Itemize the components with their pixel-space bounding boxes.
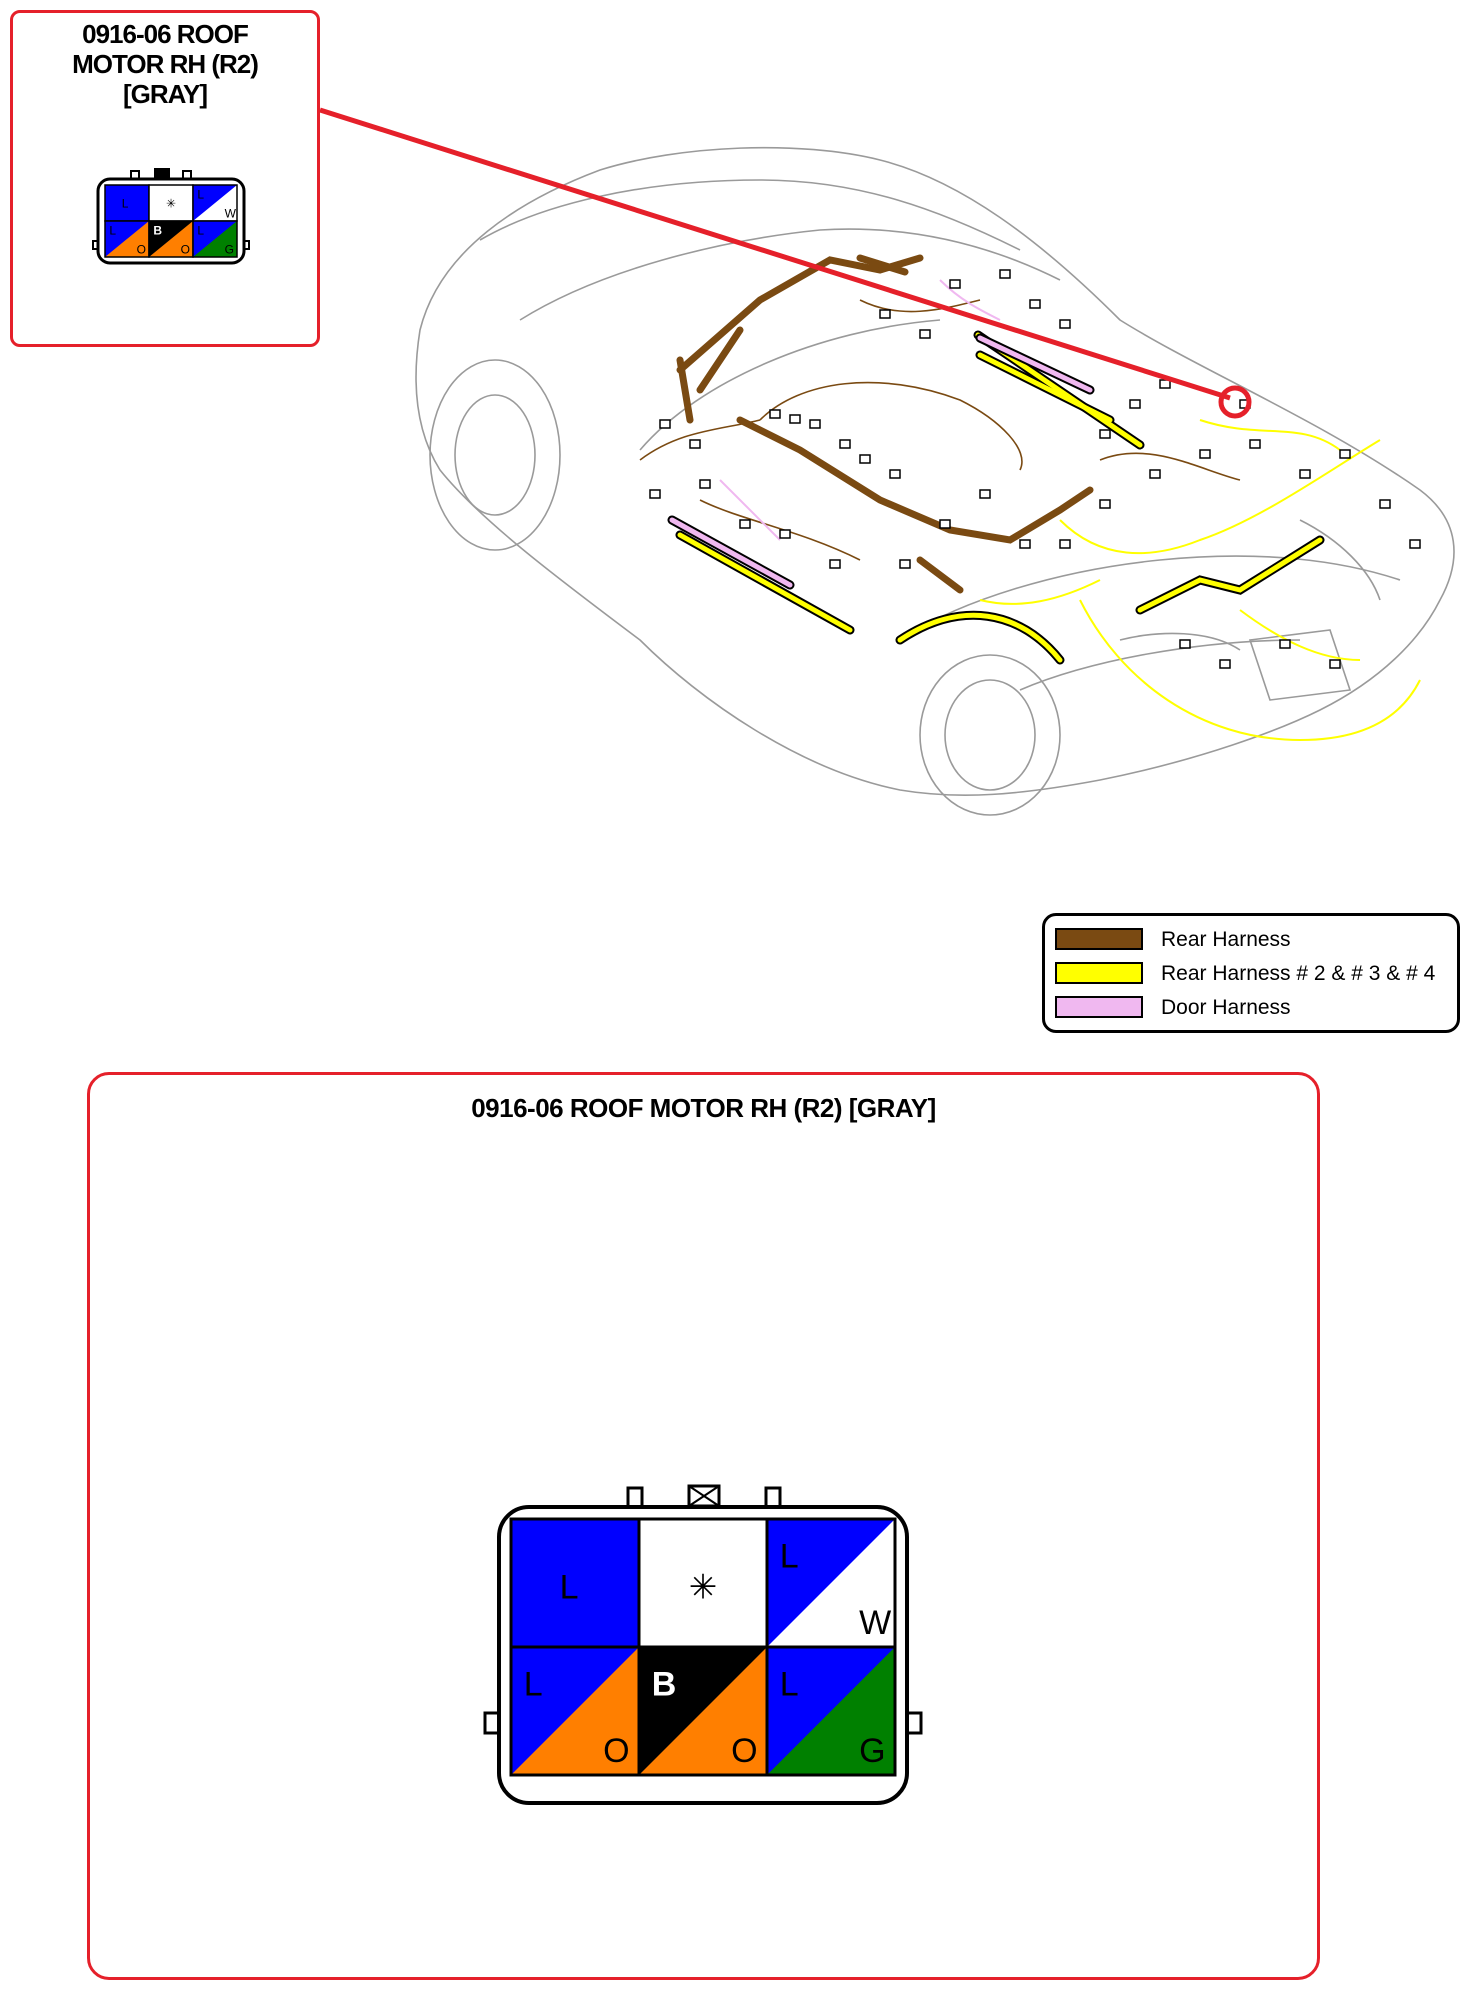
detail-pin-5-bottom-label: O — [731, 1732, 758, 1771]
legend-swatch-door-harness — [1055, 996, 1143, 1018]
inset-pin-3-top-label: L — [197, 187, 205, 202]
legend-label-door-harness: Door Harness — [1161, 996, 1291, 1019]
door-harness-thin — [720, 280, 1000, 540]
callout-line — [320, 110, 1230, 398]
detail-pin-6 — [767, 1647, 895, 1775]
detail-pin-1 — [511, 1519, 639, 1647]
detail-pin-1-top-label: L — [559, 1568, 579, 1607]
connector-detail-panel — [87, 1072, 1320, 1980]
inset-pin-2-top-label: ✳ — [165, 196, 177, 211]
inset-pin-3-bottom-label: W — [224, 206, 237, 221]
detail-pin-2 — [639, 1519, 767, 1647]
inset-pin-5-top-label: B — [153, 223, 163, 238]
detail-pin-4 — [511, 1647, 639, 1775]
legend-label-rear-harness: Rear Harness — [1161, 928, 1291, 951]
detail-pin-5-top-label: B — [651, 1665, 677, 1704]
inset-pin-6-bottom-label: G — [224, 242, 235, 257]
legend — [1042, 913, 1460, 1033]
detail-pin-6-bottom-label: G — [859, 1732, 886, 1771]
legend-swatch-rear-harness-2 — [1055, 962, 1143, 984]
detail-pin-3-bottom-label: W — [859, 1604, 892, 1643]
detail-pin-6-top-label: L — [779, 1665, 799, 1704]
inset-title-line-1: 0916-06 ROOF — [82, 19, 248, 49]
inset-pin-5-bottom-label: O — [180, 242, 191, 257]
inset-pin-4-top-label: L — [109, 223, 117, 238]
legend-swatch-rear-harness — [1055, 928, 1143, 950]
detail-title: 0916-06 ROOF MOTOR RH (R2) [GRAY] — [471, 1093, 936, 1123]
car-outline — [416, 148, 1454, 815]
detail-pin-5 — [639, 1647, 767, 1775]
inset-pin-4-bottom-label: O — [136, 242, 147, 257]
inset-pin-6-top-label: L — [197, 223, 205, 238]
inset-pin-1-top-label: L — [121, 196, 129, 211]
inset-title-line-3: [GRAY] — [122, 79, 208, 109]
detail-pin-4-bottom-label: O — [603, 1732, 630, 1771]
detail-pin-3-top-label: L — [779, 1537, 799, 1576]
inset-title-line-2: MOTOR RH (R2) — [72, 49, 258, 79]
rear-harness-2-lines — [680, 335, 1320, 660]
connector-face-diagram — [483, 1483, 933, 1813]
detail-pin-4-top-label: L — [523, 1665, 543, 1704]
detail-pin-2-top-label: ✳ — [688, 1568, 718, 1607]
detail-pin-3 — [767, 1519, 895, 1647]
connector-markers — [650, 270, 1420, 668]
legend-label-rear-harness-2: Rear Harness # 2 & # 3 & # 4 — [1161, 962, 1436, 985]
